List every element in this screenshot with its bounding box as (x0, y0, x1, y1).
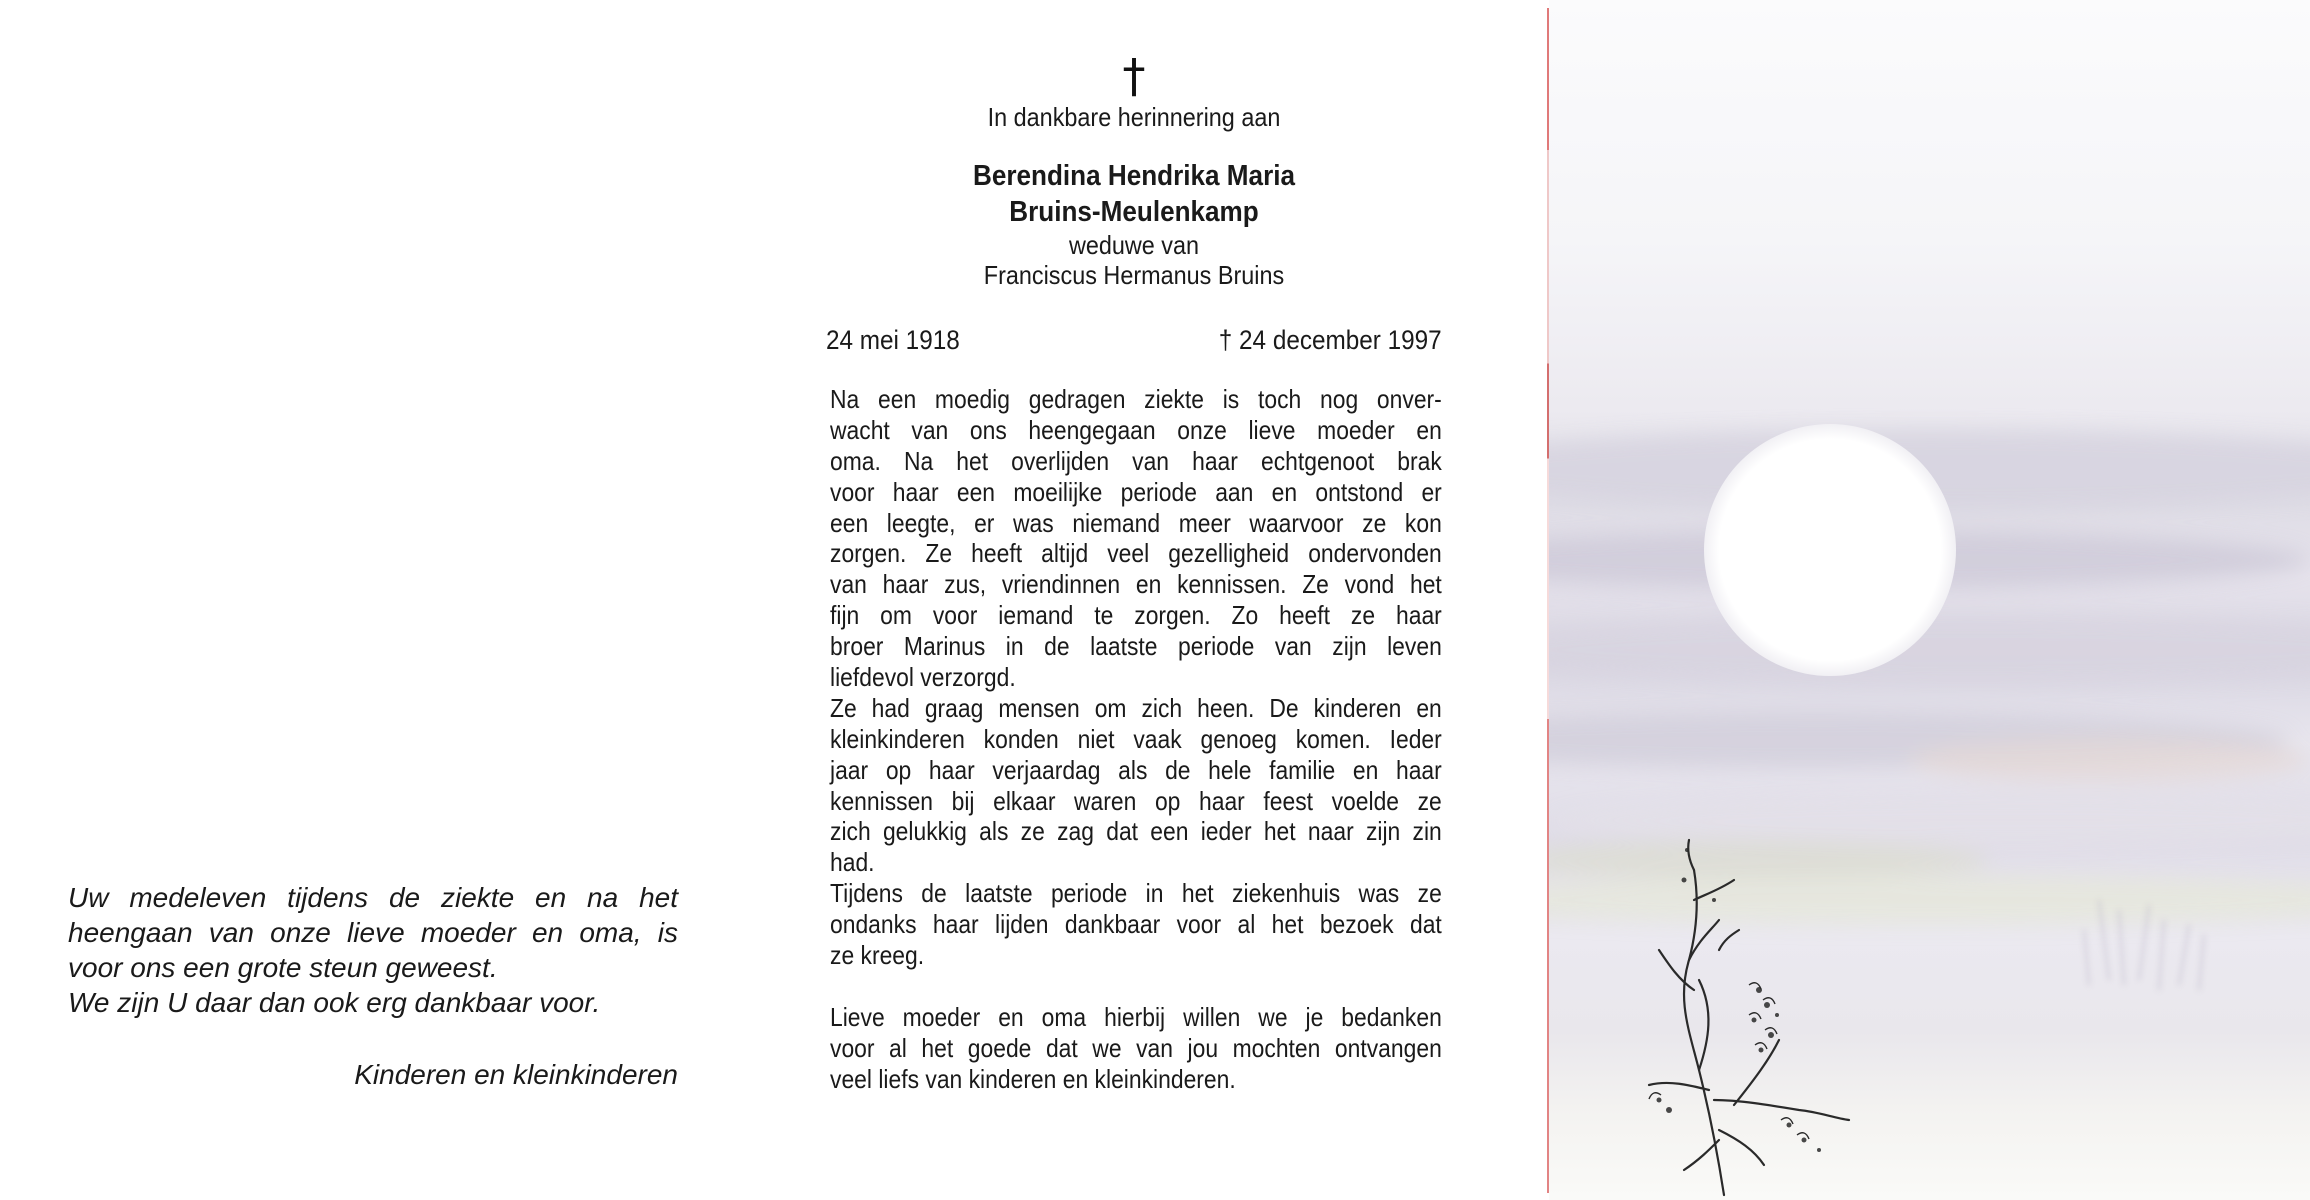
signature: Kinderen en kleinkinderen (354, 1059, 678, 1090)
text-line: oma. Na het overlijden van haar echtgenoot brak (830, 445, 1442, 476)
birth-date: 24 mei 1918 (826, 325, 960, 355)
thanks-line: heengaan van onze lieve moeder en oma, is (68, 917, 678, 948)
text-line: een leegte, er was niemand meer waarvoor ze kon (830, 507, 1442, 538)
text-line: jaar op haar verjaardag als de hele familie en haar (830, 754, 1442, 785)
thanks-line: We zijn U daar dan ook erg dankbaar voor. (68, 987, 601, 1018)
moon-landscape-icon (1549, 0, 2310, 1200)
text-line: zich gelukkig als ze zag dat een ieder het naar zijn zin (830, 816, 1442, 847)
text-line: voor al het goede dat we van jou mochten ontvangen (830, 1032, 1442, 1063)
text-line: had. (830, 847, 875, 878)
watercolor-illustration (1549, 0, 2310, 1200)
thank-you-message (68, 880, 678, 1020)
paragraph-gap (830, 971, 1442, 1002)
text-line: broer Marinus in de laatste periode van zijn leven (830, 631, 1442, 662)
text-line: ondanks haar lijden dankbaar voor al het bezoek dat (830, 909, 1442, 940)
text-line: Ze had graag mensen om zich heen. De kinderen en (830, 692, 1442, 723)
text-line: Na een moedig gedragen ziekte is toch nog onver- (830, 384, 1442, 414)
memorial-text (830, 384, 1442, 1094)
text-line: van haar zus, vriendinnen en kennissen. Ze vond het (830, 569, 1442, 600)
text-line: wacht van ons heengegaan onze lieve moeder en (830, 414, 1442, 445)
text-line: zorgen. Ze heeft altijd veel gezelligheid ondervonden (830, 538, 1442, 569)
text-line: liefdevol verzorgd. (830, 662, 1016, 693)
thanks-line: Uw medeleven tijdens de ziekte en na het (68, 882, 678, 913)
text-line: Tijdens de laatste periode in het ziekenhuis was ze (830, 878, 1442, 909)
deceased-surname: Bruins-Meulenkamp (1009, 196, 1259, 228)
moon-icon (1704, 424, 1956, 676)
widow-of-label: weduwe van (1068, 230, 1200, 260)
cross-icon: † (1122, 49, 1146, 103)
thanks-line: voor ons een grote steun geweest. (68, 952, 498, 983)
memorial-header (826, 50, 1442, 290)
text-line: voor haar een moeilijke periode aan en ontstond er (830, 476, 1442, 507)
deceased-name: Berendina Hendrika Maria (972, 160, 1296, 192)
death-date: † 24 december 1997 (1219, 325, 1442, 355)
text-line: fijn om voor iemand te zorgen. Zo heeft ze haar (830, 600, 1442, 631)
text-line: Lieve moeder en oma hierbij willen we je bedanken (830, 1001, 1442, 1032)
intro-text: In dankbare herinnering aan (987, 102, 1281, 132)
text-line: kennissen bij elkaar waren op haar feest voelde ze (830, 785, 1442, 816)
text-line: ze kreeg. (830, 940, 925, 971)
text-line: kleinkinderen konden niet vaak genoeg komen. Ieder (830, 723, 1442, 754)
text-line: veel liefs van kinderen en kleinkinderen. (830, 1063, 1236, 1094)
life-dates (826, 322, 1442, 358)
husband-name: Franciscus Hermanus Bruins (983, 260, 1285, 290)
